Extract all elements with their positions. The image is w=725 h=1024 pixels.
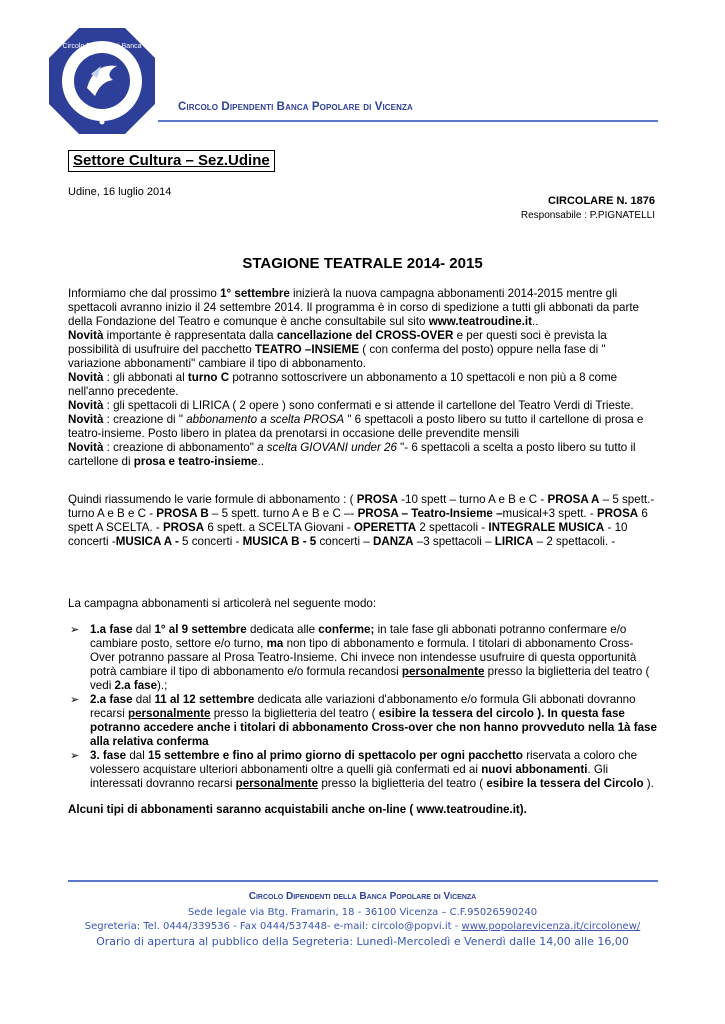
text: 5 concerti - [182, 535, 243, 548]
text: Quindi riassumendo le varie formule di abbonamento : ( [68, 493, 357, 506]
list-item [68, 693, 658, 749]
arrow-bullet-icon: ➢ [70, 750, 80, 762]
text: 6 spett A SCELTA. - [68, 507, 648, 534]
text: : gli abbonati al [103, 371, 188, 384]
summary-paragraph [68, 493, 658, 549]
footer-website-link[interactable]: www.popolarevicenza.it/circolonew/ [461, 921, 641, 932]
text: ma [266, 637, 284, 650]
text: cancellazione del CROSS-OVER [276, 329, 454, 342]
closing-note: Alcuni tipi di abbonamenti saranno acquistabili anche on-line ( www.teatroudine.it). [68, 803, 527, 816]
sector-title: Settore Cultura – Sez.Udine [68, 150, 275, 172]
circular-number: CIRCOLARE N. 1876 [548, 195, 655, 207]
text: inizierà la nuova campagna abbonamenti 2014-2015 mentre gli spettacoli avranno inizio il 24 settembre 2014. Il programma è in corso di spedizione a tutti gli abbonati da parte della Fondazione del Teatro e comunque è anche consultabile sul sito [68, 287, 639, 328]
text: OPERETTA [353, 521, 417, 534]
website-link[interactable]: www.teatroudine.it [428, 315, 533, 328]
text: turno C [187, 371, 230, 384]
text: Novità [68, 441, 104, 454]
text: Informiamo che dal prossimo [68, 287, 221, 300]
intro-paragraph [68, 287, 658, 469]
text: "- 6 spettacoli a scelta a posto libero su tutto il cartellone di [68, 441, 636, 468]
text: -10 spett – turno A e B e C - [397, 493, 548, 506]
text: PROSA [596, 507, 639, 520]
text: - 10 concerti - [68, 521, 628, 548]
svg-text:Circolo Dipendenti Banca: Circolo Dipendenti Banca [62, 43, 142, 50]
text: PROSA [356, 493, 398, 506]
text: LIRICA [494, 535, 534, 548]
text: a scelta GIOVANI under 26 [257, 441, 397, 454]
text: nuovi abbonamenti [481, 763, 588, 776]
text: Novità [68, 413, 104, 426]
text: esibire la tessera del Circolo [486, 777, 644, 790]
text: : creazione di " [103, 413, 187, 426]
text: musical+3 spett. - [502, 507, 597, 520]
text: conferme; [318, 623, 375, 636]
text: PROSA – Teatro-Insieme – [357, 507, 503, 520]
header-divider [158, 120, 658, 122]
text: – 5 spett. turno A e B e C –- [208, 507, 358, 520]
text: dal [132, 693, 155, 706]
text: prosa e teatro-insieme [133, 455, 258, 468]
text: Novità [68, 371, 104, 384]
list-item [68, 749, 658, 791]
header-title: Circolo Dipendenti Banca Popolare di Vicenza [178, 101, 413, 113]
text: Segreteria: Tel. 0444/339536 - Fax 0444/537448- e-mail: circolo@popvi.it - [84, 921, 462, 932]
text: –3 spettacoli – [413, 535, 495, 548]
text: concerti – [316, 535, 373, 548]
text: ). [643, 777, 654, 790]
footer-divider [68, 880, 658, 882]
text: dedicata alle variazioni d'abbonamento e/o formula Gli abbonati dovranno recarsi [90, 693, 636, 720]
footer-address: Sede legale via Btg. Framarin, 18 - 36100 Vicenza – C.F.95026590240 [187, 907, 538, 918]
list-item [68, 623, 658, 693]
text: non tipo di abbonamento e formula. I titolari di abbonamento Cross-Over potranno passare al Prosa Teatro-Insieme. Chi invece non intendesse usufruire di questa opportunità potrà cambiare il tipo di abbonamento e/o formula recandosi [90, 637, 637, 678]
text: personalmente [401, 665, 485, 678]
text: 11 al 12 settembre [154, 693, 255, 706]
text: : creazione di abbonamento" [103, 441, 258, 454]
campaign-intro: La campagna abbonamenti si articolerà nel seguente modo: [68, 597, 377, 610]
text: 15 settembre e fino al primo giorno di spettacolo per ogni pacchetto [148, 749, 523, 762]
text: ).; [157, 679, 168, 692]
text: 3. fase [90, 749, 127, 762]
text: PROSA B [156, 507, 209, 520]
text: 1° al 9 settembre [154, 623, 247, 636]
text: importante è rappresentata dalla [103, 329, 277, 342]
text: Novità [68, 329, 104, 342]
circular-responsible: Responsabile : P.PIGNATELLI [520, 210, 655, 221]
text: dal [126, 749, 149, 762]
text: – 2 spettacoli. - [533, 535, 616, 548]
text: . Gli interessati dovranno recarsi [90, 763, 609, 790]
main-title: STAGIONE TEATRALE 2014- 2015 [242, 255, 483, 272]
document-date: Udine, 16 luglio 2014 [68, 186, 172, 198]
text: : gli spettacoli di LIRICA ( 2 opere ) sono confermati e si attende il cartellone del Teatro Verdi di Trieste. [103, 399, 634, 412]
text: in tale fase gli abbonati potranno confermare e/o cambiare posto, settore e/o turno, [90, 623, 627, 650]
text: 2 spettacoli - [416, 521, 489, 534]
text: MUSICA B - 5 [242, 535, 317, 548]
text: dedicata alle [246, 623, 319, 636]
text: .. [257, 455, 264, 468]
text: riservata a coloro che volessero acquistare ulteriori abbonamenti oltre a quelli già confermati ed ai [90, 749, 638, 776]
text: MUSICA A - [115, 535, 183, 548]
text: presso la biglietteria del teatro ( vedi [90, 665, 650, 692]
text: personalmente [128, 707, 211, 720]
text: presso la biglietteria del teatro ( [210, 707, 379, 720]
text: dal [132, 623, 155, 636]
text: .. [532, 315, 539, 328]
text: ( con conferma del posto) oppure nella fase di " variazione abbonamenti" cambiare il tipo di abbonamento. [68, 343, 606, 370]
arrow-bullet-icon: ➢ [70, 624, 80, 636]
text: PROSA A [547, 493, 600, 506]
text: abbonamento a scelta PROSA [186, 413, 345, 426]
text: 1° settembre [220, 287, 290, 300]
text: potranno sottoscrivere un abbonamento a 10 spettacoli e non più a 8 come nell'anno precedente. [68, 371, 618, 398]
footer-hours: Orario di apertura al pubblico della Segreteria: Lunedì-Mercoledì e Venerdì dalle 14,00 alle 16,00 [96, 935, 629, 948]
arrow-bullet-icon: ➢ [70, 694, 80, 706]
footer-contacts [0, 921, 725, 932]
text: personalmente [235, 777, 319, 790]
text: 6 spett. a SCELTA Giovani - [204, 521, 354, 534]
text: PROSA [162, 521, 205, 534]
text: esibire la tessera del circolo ). In questa fase potranno accedere anche i titolari di abbonamento Cross-over che non hanno provveduto nella 1à fase alla relativa conferma [90, 707, 657, 748]
text: 1.a fase [90, 623, 133, 636]
circolo-logo [47, 26, 157, 136]
text: Novità [68, 399, 104, 412]
text: " 6 spettacoli a posto libero su tutto il cartellone di prosa e teatro-insieme. Posto libero in platea da prenotarsi in occasione delle prevendite mensili [68, 413, 644, 440]
text: presso la biglietteria del teatro ( [318, 777, 487, 790]
text: – 5 spett.- turno A e B e C - [68, 493, 655, 520]
phase-list [68, 623, 658, 791]
text: e per questi soci è prevista la possibilità di usufruire del pacchetto [68, 329, 607, 356]
text: 2.a fase [90, 693, 133, 706]
text: DANZA [372, 535, 414, 548]
text: 2.a fase [114, 679, 158, 692]
footer-title: Circolo Dipendenti della Banca Popolare di Vicenza [248, 891, 477, 902]
text: TEATRO –INSIEME [254, 343, 360, 356]
text: INTEGRALE MUSICA [488, 521, 605, 534]
